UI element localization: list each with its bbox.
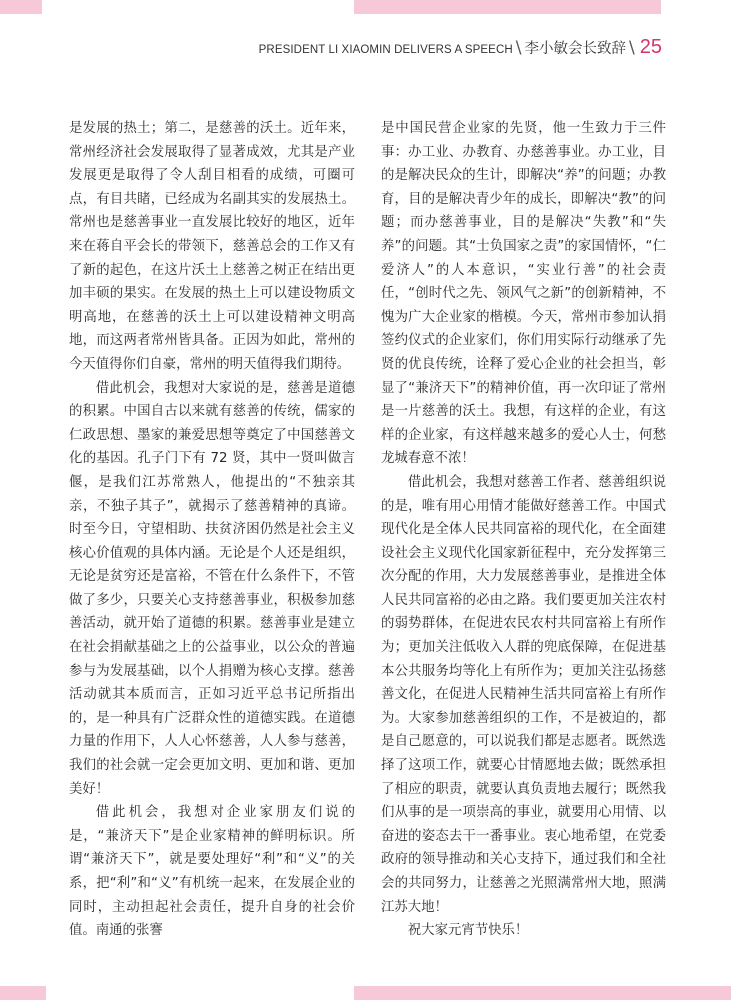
header-title-cn: 李小敏会长致辞 bbox=[524, 41, 627, 57]
top-left-decor-bar bbox=[0, 0, 42, 14]
left-column bbox=[69, 117, 355, 943]
left-paragraph-2: 借此机会，我想对大家说的是，慈善是道德的积累。中国自古以来就有慈善的传统，儒家的仁政思想、墨家的兼爱思想等奠定了中国慈善文化的基因。孔子门下有 72 贤，其中一贤叫做言偃，是我们江苏常熟人，他提出的“不独亲其亲，不独子其子”，就揭示了慈善精神的真谛。时至今日，守望相助、扶贫济困仍然是社会主义核心价值观的具体内涵。无论是个人还是组织，无论是贫穷还是富裕，不管在什么条件下，不管做了多少，只要关心支持慈善事业，积极参加慈善活动，就开始了道德的积累。慈善事业是建立在社会捐献基础之上的公益事业，以公众的普遍参与为发展基础，以个人捐赠为核心支撑。慈善活动就其本质而言，正如习近平总书记所指出的，是一种具有广泛群众性的道德实践。在道德力量的作用下，人人心怀慈善，人人参与慈善，我们的社会就一定会更加文明、更加和谐、更加美好！ bbox=[69, 380, 355, 797]
header-separator-2: \ bbox=[629, 38, 635, 58]
left-paragraph-1: 是发展的热土；第二，是慈善的沃土。近年来，常州经济社会发展取得了显著成效，尤其是产业发展更是取得了令人刮目相看的成绩，可圈可点，有目共睹，已经成为名副其实的发展热土。常州也是慈善事业一直发展比较好的地区，近年来在蒋自平会长的带领下，慈善总会的工作又有了新的起色，在这片沃土上慈善之树正在结出更加丰硕的果实。在发展的热土上可以建设物质文明高地，在慈善的沃土上可以建设精神文明高地，而这两者常州皆具备。正因为如此，常州的今天值得你们自豪，常州的明天值得我们期待。 bbox=[69, 121, 355, 372]
left-paragraph-3: 借此机会，我想对企业家朋友们说的是，“兼济天下”是企业家精神的鲜明标识。所谓“兼济天下”，就是要处理好“利”和“义”的关系，把“利”和“义”有机统一起来，在发展企业的同时，主动担起社会责任，提升自身的社会价值。南通的张謇 bbox=[69, 805, 355, 939]
top-right-decor-bar bbox=[354, 0, 661, 14]
right-paragraph-3: 祝大家元宵节快乐！ bbox=[407, 923, 529, 939]
bottom-right-decor-bar bbox=[354, 986, 731, 1000]
header-title-en: PRESIDENT LI XIAOMIN DELIVERS A SPEECH bbox=[258, 44, 513, 56]
page-number: 25 bbox=[639, 36, 662, 58]
right-paragraph-1: 是中国民营企业家的先贤，他一生致力于三件事：办工业、办教育、办慈善事业。办工业，目的是解决民众的生计，即解决“养”的问题；办教育，目的是解决青少年的成长，即解决“教”的问题；而办慈善事业，目的是解决“失教”和“失养”的问题。其“士负国家之责”的家国情怀，“仁爱济人”的人本意识，“实业行善”的社会责任，“创时代之先、领风气之新”的创新精神，不愧为广大企业家的楷模。今天，常州市参加认捐签约仪式的企业家们，你们用实际行动继承了先贤的优良传统，诠释了爱心企业的社会担当，彰显了“兼济天下”的精神价值，再一次印证了常州是一片慈善的沃土。我想，有这样的企业，有这样的企业家，有这样越来越多的爱心人士，何愁龙城春意不浓！ bbox=[381, 121, 666, 467]
bottom-left-decor-bar bbox=[0, 986, 46, 1000]
running-header bbox=[259, 36, 662, 59]
right-paragraph-2: 借此机会，我想对慈善工作者、慈善组织说的是，唯有用心用情才能做好慈善工作。中国式现代化是全体人民共同富裕的现代化，在全面建设社会主义现代化国家新征程中，充分发挥第三次分配的作用，大力发展慈善事业，是推进全体人民共同富裕的必由之路。我们要更加关注农村的弱势群体，在促进农民农村共同富裕上有所作为；更加关注低收入人群的兜底保障，在促进基本公共服务均等化上有所作为；更加关注弘扬慈善文化，在促进人民精神生活共同富裕上有所作为。大家参加慈善组织的工作，不是被迫的，都是自己愿意的，可以说我们都是志愿者。既然选择了这项工作，就要心甘情愿地去做；既然承担了相应的职责，就要认真负责地去履行；既然我们从事的是一项崇高的事业，就要用心用情、以奋进的姿态去干一番事业。衷心地希望，在党委政府的领导推动和关心支持下，通过我们和全社会的共同努力，让慈善之光照满常州大地，照满江苏大地！ bbox=[381, 474, 666, 915]
right-column bbox=[381, 117, 666, 943]
header-separator: \ bbox=[515, 38, 522, 58]
